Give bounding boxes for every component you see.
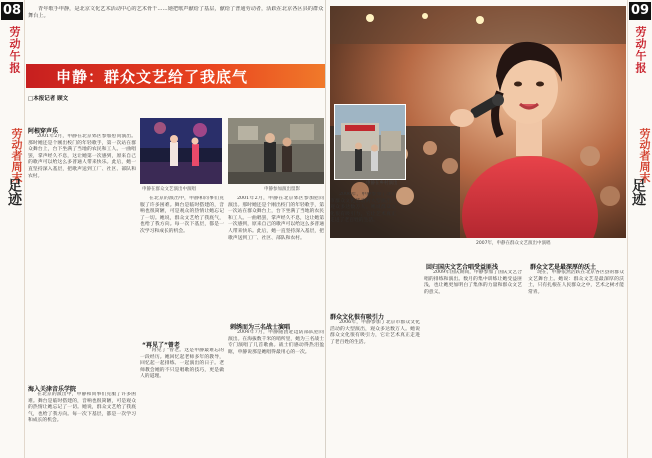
brand-logo-left: 劳动午报	[8, 26, 21, 74]
section-subtitle-right: 足迹	[630, 178, 646, 206]
caption-award: 申静参加演出留影	[264, 187, 300, 192]
column-a-text: 2001年2月，申静在北京郊区参加慰问演出。那时她还是个刚出校门的年轻歌手，第一次站在群众舞台上，台下坐满了当地的农民和工人。一曲唱罢，掌声经久不息，这让她第一次感到，原来自己的歌声可以给这么多普通人带来快乐。此后，她一直坚持深入基层，把歌声送到工厂、社区、部队和农村。	[28, 134, 136, 179]
caption-village: 申静在乡村演出	[366, 181, 398, 186]
section-subtitle-left: 足迹	[6, 178, 22, 206]
column-g	[528, 270, 624, 456]
subhead-4: 刺绣而为三名战士演唱	[230, 324, 291, 331]
right-margin-strip	[627, 0, 652, 458]
photo-award	[228, 118, 324, 184]
column-c	[140, 348, 224, 456]
brand-logo-right: 劳动午报	[634, 26, 647, 74]
subhead-7: 群众文艺是最深厚的沃土	[530, 264, 597, 271]
headline-banner	[26, 64, 326, 88]
column-c-top-text: 在北京的演出中，申静和同事们克服了许多困难。舞台是临时搭建的，音响也很简陋，可是观众的热情让她忘记了一切。她说，群众文艺给了我底气，也给了我方向。每一次下基层，都是一次学习和成长的机会。	[140, 196, 224, 234]
column-b-text: 在北京的演出中，申静和同事们克服了许多困难。舞台是临时搭建的，音响也很简陋，可是观众的热情让她忘记了一切。她说，群众文艺给了我底气，也给了我方向。每一次下基层，都是一次学习和成长的机会。	[28, 392, 136, 424]
column-c-text: “再见了”曾老。这是申静最难忘的一段经历。她回忆起老师多年的教导，回忆起一起排练、一起演出的日子。老师教会她的不只是唱歌的技巧，更是做人的道理。	[140, 348, 224, 380]
page-number-right: 09	[630, 3, 650, 18]
right-page	[326, 0, 652, 458]
column-f	[424, 270, 522, 456]
photo-stage	[140, 118, 222, 184]
page-number-left: 08	[2, 3, 22, 18]
column-d	[228, 330, 324, 456]
column-e-top-text: 2006年，申静参加了北京市群众文化活动的大型演出，观众多达数万人。她说群众文化很有吸引力，它让艺术真正走进了老百姓的生活。	[330, 192, 396, 224]
photo-village	[334, 104, 406, 180]
column-c-top	[140, 196, 224, 336]
column-f-text: 2009年国庆期间，申静参加了国庆文艺合唱的排练和演出。数月的集中训练让她受益匪浅，也让她更加明白了集体的力量和群众文艺的意义。	[424, 270, 522, 295]
intro-paragraph: 青年歌手申静，是北京文化艺术活动中心的艺术骨干……她把歌声献给了基层，献给了普通劳动者，活跃在北京各区县的群众舞台上。	[28, 6, 324, 19]
column-g-text: 现在，申静依然活跃在北京各区县的群众文艺舞台上。她说：群众文艺是最深厚的沃土，只有扎根在人民群众之中，艺术之树才能常青。	[528, 270, 624, 295]
column-d-text: 2004年7月，申静随团赴边防部队慰问演出。在海拔数千米的哨所里，她为三名战士专门演唱了几首歌曲。战士们感动得热泪盈眶，申静说那是她唱得最用心的一次。	[228, 330, 324, 355]
subhead-5: 群众文化很有吸引力	[330, 314, 385, 321]
section-title-right: 劳动者周末	[638, 128, 651, 183]
column-e-text: 2006年，申静参加了北京市群众文化活动的大型演出，观众多达数万人。她说群众文化很有吸引力，它让艺术真正走进了老百姓的生活。	[330, 320, 420, 345]
caption-stage: 申静在群众文艺演出中演唱	[142, 187, 196, 192]
column-d-top-text: 2001年2月，申静在北京郊区参加慰问演出。那时她还是个刚出校门的年轻歌手，第一次站在群众舞台上，台下坐满了当地的农民和工人。一曲唱罢，掌声经久不息，这让她第一次感到，原来自己的歌声可以给这么多普通人带来快乐。此后，她一直坚持深入基层，把歌声送到工厂、社区、部队和农村。	[228, 196, 324, 241]
column-e	[330, 320, 420, 456]
headline: 申静：群众文艺给了我底气	[56, 68, 249, 86]
column-d-top	[228, 196, 324, 316]
subhead-6: 回归国庆文艺合唱受益匪浅	[426, 264, 499, 271]
column-e-top	[330, 192, 396, 308]
subhead-2: 海入关津音乐学院	[28, 386, 77, 393]
caption-main: 2007年，申静在群众文艺演出中演唱	[476, 241, 551, 246]
left-margin-strip	[0, 0, 25, 458]
subhead-3: “再见了”曾老	[142, 342, 180, 349]
column-a	[28, 134, 136, 380]
column-b	[28, 392, 136, 456]
section-title-left: 劳动者周末	[10, 128, 23, 183]
byline: □本报记者 顾文	[28, 96, 69, 102]
subhead-1: 阿根穿声乐	[28, 128, 59, 135]
